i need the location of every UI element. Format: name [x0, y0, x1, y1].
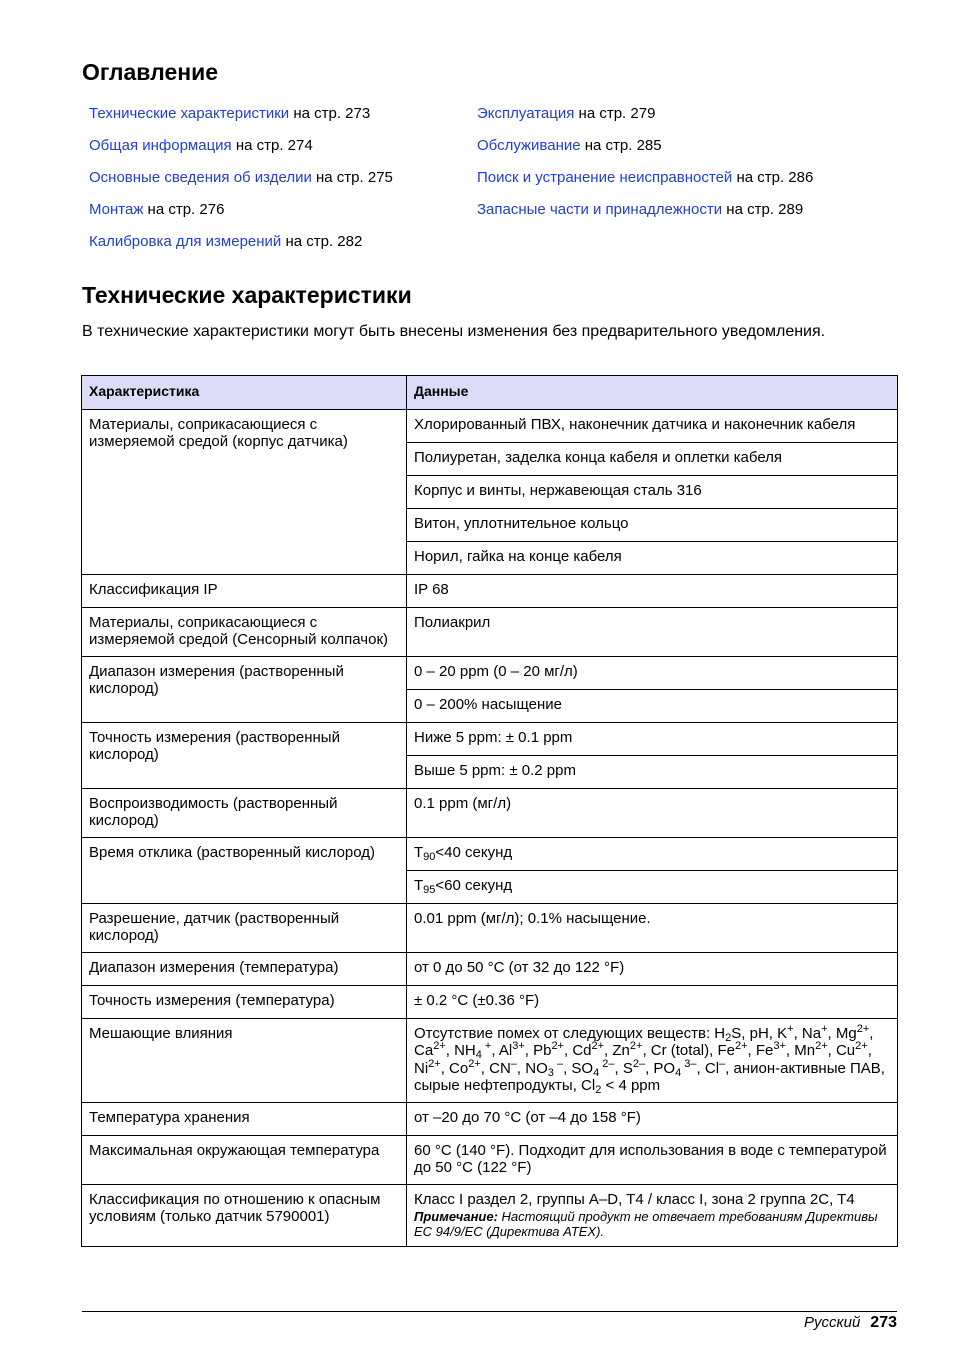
interference-text: , Mn	[785, 1042, 816, 1059]
toc-page: на стр. 273	[289, 105, 371, 122]
superscript: 2+	[815, 1040, 828, 1052]
subscript: 2	[725, 1031, 732, 1044]
column-header-feature: Характеристика	[82, 376, 407, 410]
interference-text: < 4 ppm	[601, 1077, 661, 1094]
toc-page: на стр. 282	[281, 233, 363, 250]
superscript: 2+	[433, 1040, 446, 1052]
table-row	[82, 788, 898, 837]
data-cell: Витон, уплотнительное кольцо	[407, 508, 898, 541]
superscript: 2–	[599, 1057, 615, 1070]
interference-data-cell	[407, 1018, 898, 1102]
superscript: 2+	[428, 1057, 441, 1070]
table-row	[82, 722, 898, 755]
table-row	[82, 1018, 898, 1102]
data-cell: IP 68	[407, 574, 898, 607]
feature-cell: Воспроизводимость (растворенный кислород)	[82, 788, 407, 837]
data-cell: Полиакрил	[407, 607, 898, 656]
toc-item	[477, 105, 813, 137]
feature-cell: Время отклика (растворенный кислород)	[82, 837, 407, 903]
table-row	[82, 574, 898, 607]
table-row	[82, 952, 898, 985]
superscript: –	[510, 1057, 517, 1070]
interference-text: , Cl	[696, 1059, 720, 1077]
superscript: 2+	[551, 1040, 564, 1052]
toc-page: на стр. 274	[231, 137, 313, 154]
toc-page: на стр. 276	[143, 201, 225, 218]
interference-text: , PO	[645, 1059, 676, 1077]
toc-item	[477, 137, 813, 169]
footer-divider	[82, 1311, 897, 1312]
toc-right-column	[477, 105, 813, 233]
spec-table	[81, 375, 898, 1247]
toc-item	[477, 169, 813, 201]
interference-text: Отсутствие помех от следующих веществ: H	[414, 1024, 726, 1042]
data-cell: Выше 5 ppm: ± 0.2 ppm	[407, 755, 898, 788]
intro-text: В технические характеристики могут быть внесены изменения без предварительного уведомления.	[82, 323, 826, 340]
superscript: 2+	[856, 1022, 870, 1035]
superscript: 3+	[773, 1040, 786, 1052]
toc-heading: Оглавление	[82, 59, 219, 85]
interference-text: , Zn	[604, 1042, 630, 1059]
superscript: –	[553, 1057, 564, 1070]
interference-text: , Ca	[414, 1024, 874, 1059]
subscript: 3	[547, 1066, 554, 1079]
hazard-classification: Класс I раздел 2, группы A–D, T4 / класс I, зона 2 группа 2C, T4	[414, 1190, 855, 1208]
superscript: 2+	[734, 1040, 748, 1052]
superscript: +	[787, 1022, 794, 1035]
superscript: 2–	[632, 1057, 646, 1070]
toc-link[interactable]: Калибровка для измерений	[89, 233, 282, 250]
data-cell: Полиуретан, заделка конца кабеля и оплетки кабеля	[407, 442, 898, 475]
toc-link[interactable]: Основные сведения об изделии	[89, 169, 312, 186]
data-cell: 0.01 ppm (мг/л); 0.1% насыщение.	[407, 903, 898, 952]
feature-cell: Классификация IP	[82, 574, 407, 607]
feature-cell: Точность измерения (температура)	[82, 985, 407, 1018]
toc-left-column	[89, 105, 393, 265]
interference-text: , NH	[445, 1042, 476, 1059]
data-cell: 0 – 20 ppm (0 – 20 мг/л)	[407, 656, 898, 689]
subscript: 2	[595, 1084, 602, 1096]
feature-cell: Мешающие влияния	[82, 1018, 407, 1102]
subscript: 4	[593, 1066, 600, 1079]
interference-text: , NO	[516, 1059, 548, 1077]
data-cell	[407, 837, 898, 870]
toc-link[interactable]: Эксплуатация	[477, 105, 575, 122]
section-heading: Технические характеристики	[82, 282, 412, 308]
data-cell: Корпус и винты, нержавеющая сталь 316	[407, 475, 898, 508]
page-number: 273	[870, 1314, 897, 1331]
feature-cell: Диапазон измерения (растворенный кислород)	[82, 656, 407, 722]
table-row	[82, 985, 898, 1018]
feature-cell: Классификация по отношению к опасным условиям (только датчик 5790001)	[82, 1184, 407, 1247]
superscript: 3+	[512, 1040, 525, 1052]
table-row	[82, 1184, 898, 1247]
interference-text: , Ni	[414, 1042, 872, 1077]
superscript: 2+	[591, 1040, 605, 1052]
toc-item	[89, 233, 393, 265]
subscript: 4	[475, 1049, 482, 1061]
data-cell: ± 0.2 °C (±0.36 °F)	[407, 985, 898, 1018]
column-header-data: Данные	[407, 376, 898, 410]
symbol-t: T	[414, 876, 424, 894]
table-row	[82, 656, 898, 689]
superscript: –	[719, 1057, 726, 1070]
toc-page: на стр. 289	[722, 201, 804, 218]
superscript: +	[481, 1040, 492, 1052]
footer-language: Русский	[804, 1314, 861, 1331]
subscript: 95	[423, 883, 436, 896]
interference-text: , S	[614, 1059, 633, 1077]
feature-cell: Температура хранения	[82, 1102, 407, 1135]
interference-text: , Cr (total), Fe	[642, 1042, 735, 1059]
table-row	[82, 837, 898, 870]
response-value: <60 секунд	[435, 876, 513, 894]
interference-text: , анион-активные ПАВ, сырые нефтепродукты, Cl	[414, 1059, 885, 1094]
feature-cell: Разрешение, датчик (растворенный кислород)	[82, 903, 407, 952]
response-value: <40 секунд	[435, 843, 513, 861]
note	[414, 1209, 890, 1239]
toc-page: на стр. 275	[311, 169, 393, 186]
toc-item	[477, 201, 813, 233]
data-cell: 0.1 ppm (мг/л)	[407, 788, 898, 837]
interference-text: , Cd	[563, 1042, 592, 1059]
data-cell: Ниже 5 ppm: ± 0.1 ppm	[407, 722, 898, 755]
interference-text: S, pH, K	[731, 1024, 788, 1042]
toc-item	[89, 201, 393, 233]
table-row	[82, 409, 898, 442]
feature-cell: Диапазон измерения (температура)	[82, 952, 407, 985]
data-cell	[407, 870, 898, 903]
toc-page: на стр. 285	[580, 137, 662, 154]
toc-link[interactable]: Поиск и устранение неисправностей	[477, 169, 733, 186]
note-text: Настоящий продукт не отвечает требованиям Директивы ЕС 94/9/ЕС (Директива ATEX).	[414, 1209, 878, 1239]
toc-link[interactable]: Запасные части и принадлежности	[477, 201, 723, 218]
interference-text: , CN	[480, 1059, 511, 1077]
table-header-row	[82, 376, 898, 410]
interference-text: , Na	[793, 1024, 822, 1042]
note-label: Примечание:	[414, 1209, 498, 1224]
toc-link[interactable]: Обслуживание	[477, 137, 581, 154]
data-cell: 0 – 200% насыщение	[407, 689, 898, 722]
toc-page: на стр. 279	[574, 105, 656, 122]
toc-item	[89, 169, 393, 201]
interference-text: , Cu	[827, 1042, 856, 1059]
interference-text: , SO	[563, 1059, 594, 1077]
data-cell: от –20 до 70 °C (от –4 до 158 °F)	[407, 1102, 898, 1135]
interference-text: , Pb	[524, 1042, 552, 1059]
symbol-t: T	[414, 843, 424, 861]
interference-text: , Mg	[827, 1024, 857, 1042]
feature-cell: Материалы, соприкасающиеся с измеряемой средой (корпус датчика)	[82, 409, 407, 574]
page-footer	[804, 1314, 897, 1332]
superscript: 2+	[468, 1057, 481, 1070]
table-row	[82, 1102, 898, 1135]
interference-text: , Fe	[747, 1042, 774, 1059]
interference-text: , Al	[491, 1042, 513, 1059]
superscript: 2+	[629, 1040, 643, 1052]
superscript: 2+	[855, 1040, 868, 1052]
feature-cell: Максимальная окружающая температура	[82, 1135, 407, 1184]
toc-link[interactable]: Монтаж	[89, 201, 144, 218]
subscript: 90	[423, 850, 436, 863]
data-cell: Норил, гайка на конце кабеля	[407, 541, 898, 574]
toc-item	[89, 137, 393, 169]
feature-cell: Точность измерения (растворенный кислород)	[82, 722, 407, 788]
data-cell: Хлорированный ПВХ, наконечник датчика и наконечник кабеля	[407, 409, 898, 442]
data-cell: от 0 до 50 °C (от 32 до 122 °F)	[407, 952, 898, 985]
subscript: 4	[675, 1066, 682, 1079]
interference-text: , Co	[440, 1059, 469, 1077]
data-cell: 60 °C (140 °F). Подходит для использования в воде с температурой до 50 °C (122 °F)	[407, 1135, 898, 1184]
table-row	[82, 903, 898, 952]
table-row	[82, 1135, 898, 1184]
data-cell	[407, 1184, 898, 1247]
table-row	[82, 607, 898, 656]
feature-cell: Материалы, соприкасающиеся с измеряемой средой (Сенсорный колпачок)	[82, 607, 407, 656]
toc-page: на стр. 286	[732, 169, 814, 186]
toc-link[interactable]: Общая информация	[89, 137, 232, 154]
toc-link[interactable]: Технические характеристики	[89, 105, 290, 122]
superscript: +	[821, 1022, 828, 1035]
toc-item	[89, 105, 393, 137]
superscript: 3–	[681, 1057, 697, 1070]
